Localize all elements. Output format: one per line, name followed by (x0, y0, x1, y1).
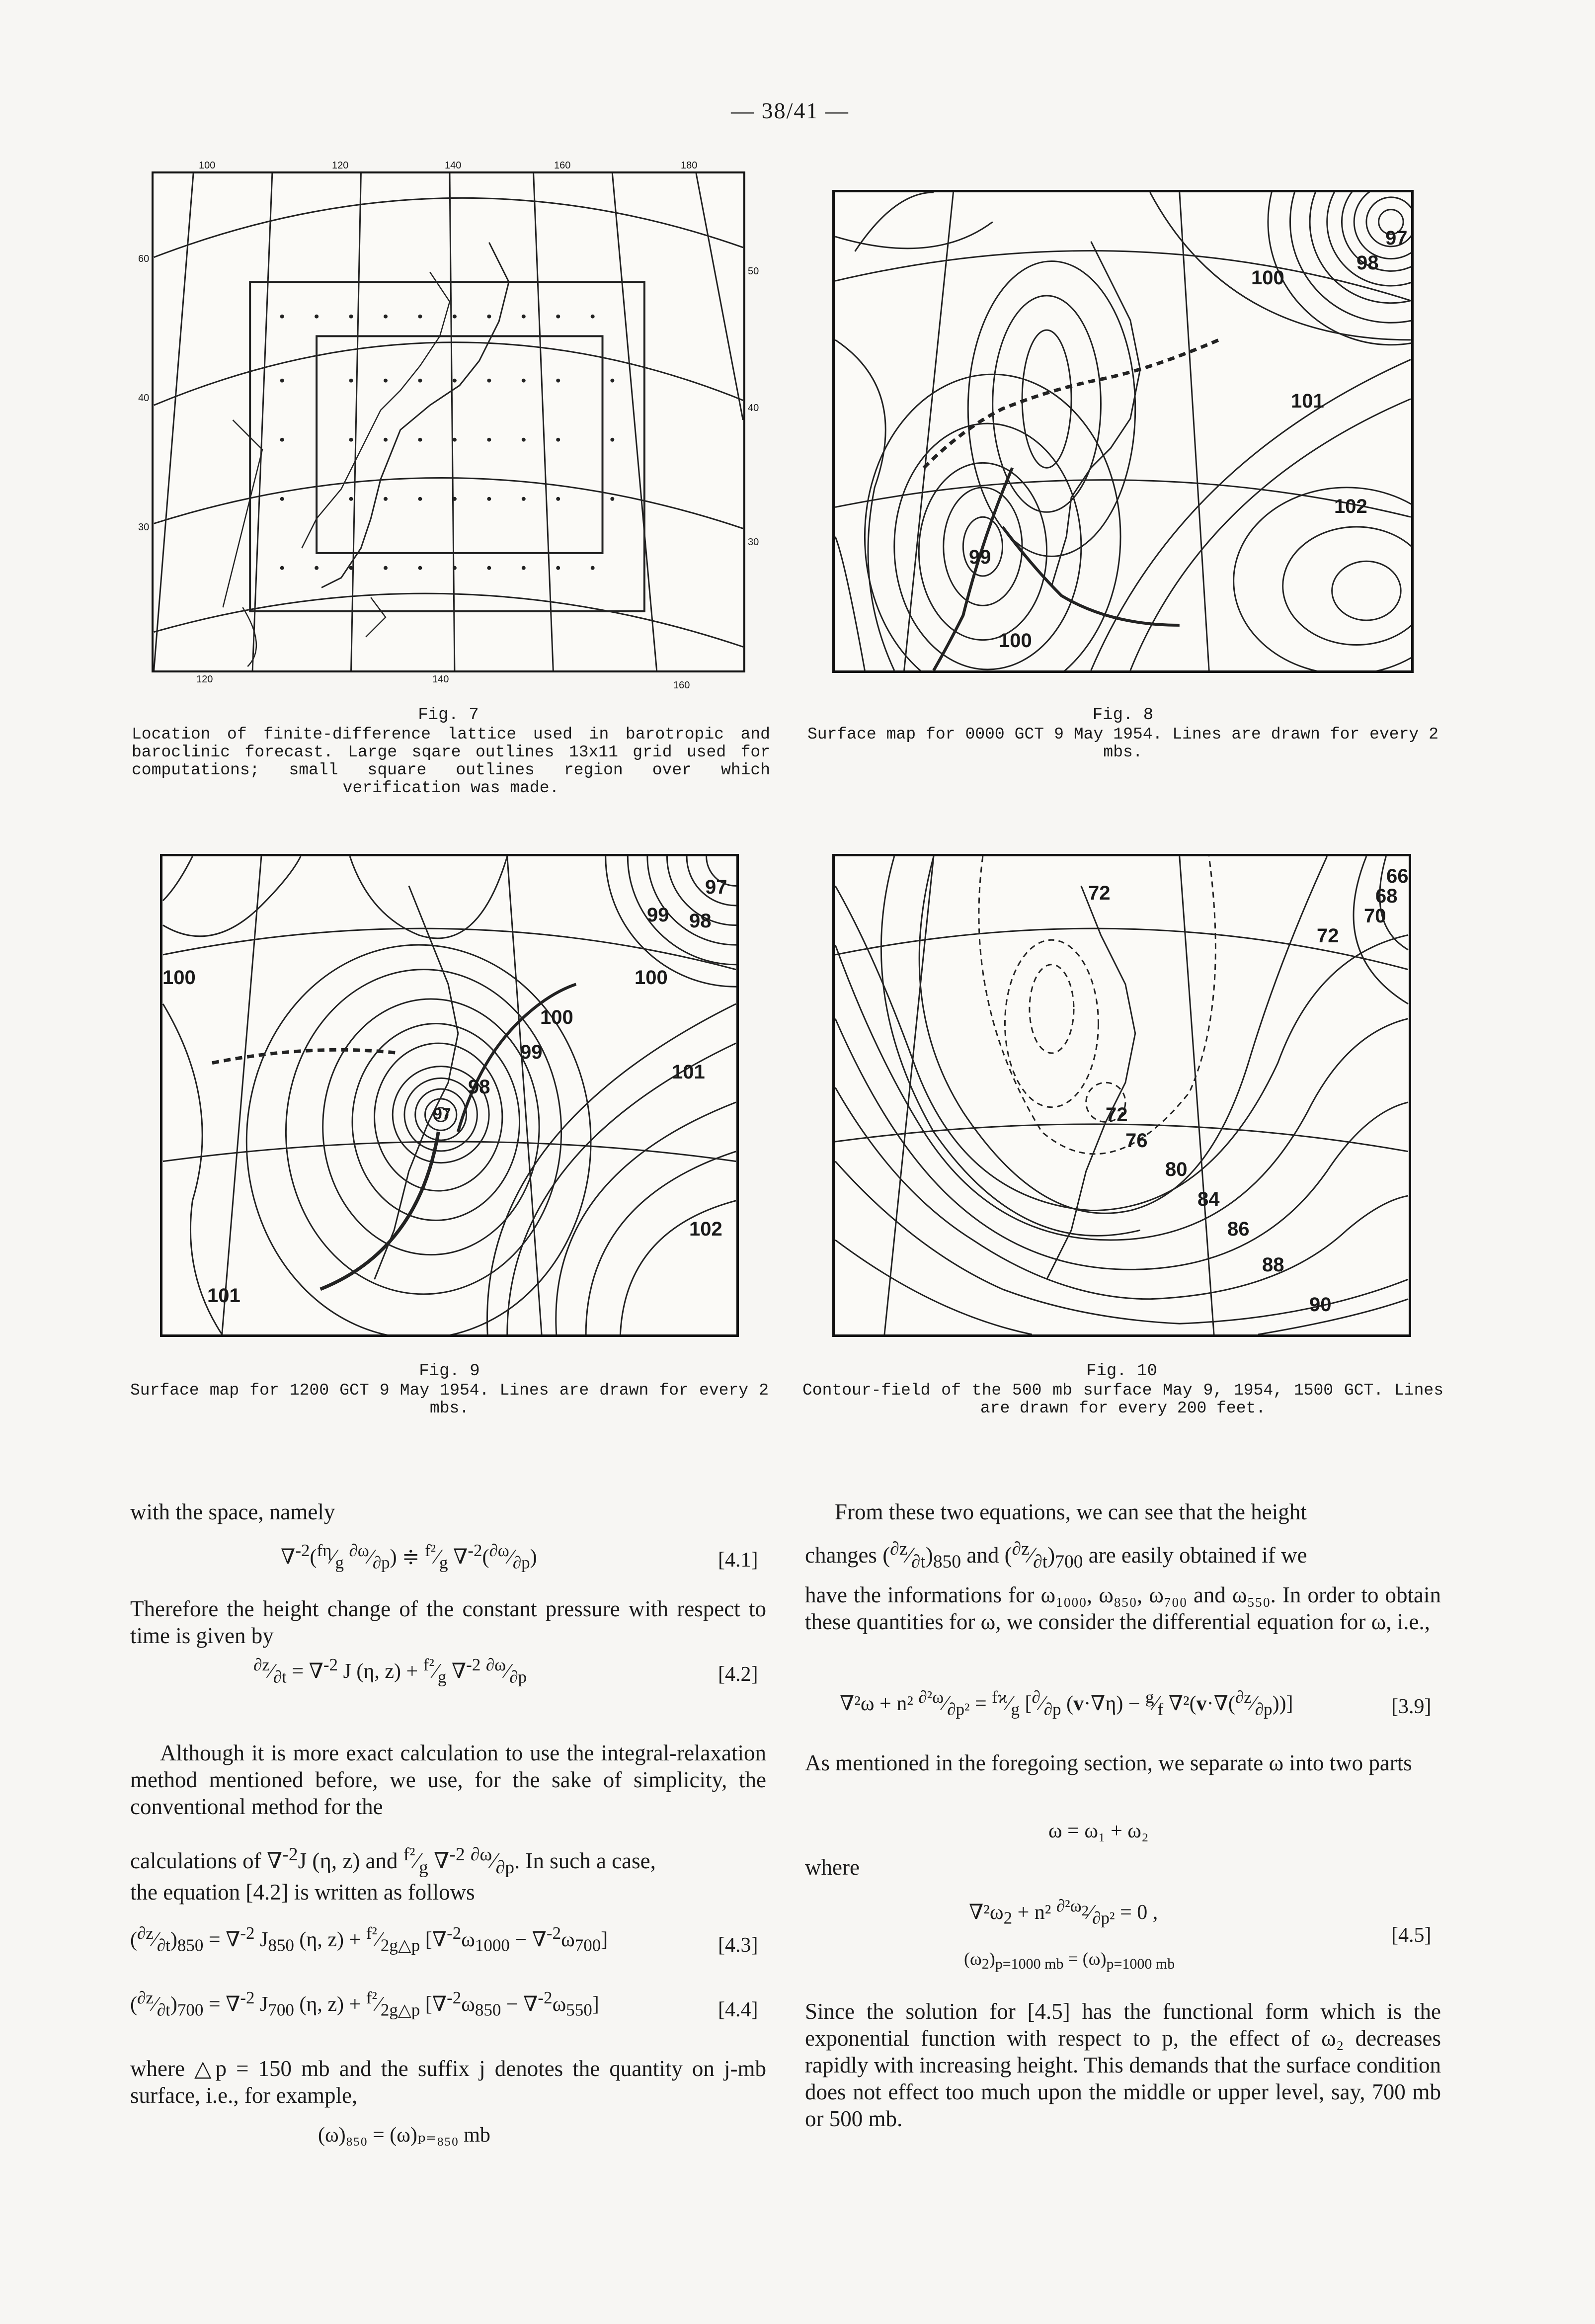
fig10-contour-label: 88 (1262, 1254, 1284, 1276)
fig9-isobar-label: 97 (705, 876, 727, 898)
lattice-map (154, 173, 743, 670)
right-para-4: Since the solution for [4.5] has the functional form which is the exponential function with respect to p, the effect of ω₂ decreases rapidly with increasing height. This demands that the surface condition does not effect too much upon the middle or upper level, say, 700 mb or 500 mb. (805, 1999, 1441, 2131)
fig9-isobar-label: 97 (433, 1105, 451, 1123)
text-span: changes (805, 1543, 877, 1568)
fig8-isobar-label: 99 (969, 546, 991, 568)
equation-number: [4.2] (718, 1663, 758, 1686)
equation-number: [4.5] (1391, 1924, 1432, 1947)
fig9-isobar-label: 100 (162, 967, 196, 989)
text-span: are easily obtained if we (1088, 1543, 1307, 1568)
left-para-1: with the space, namely (130, 1499, 335, 1524)
figure-9-map (160, 854, 739, 1337)
fig7-left-tick: 30 (138, 522, 150, 533)
surface-map-1200 (162, 856, 736, 1334)
text-span: and (966, 1543, 999, 1568)
fig9-isobar-label: 101 (672, 1061, 705, 1083)
equation-4-1: $\nabla^{-2}(^{f\eta}⁄_g$ $^{\partial\omega}⁄_{\partial p}$) ≑ $^{f^2}⁄_g$ $\nabla^{-2}(^{\partial\omega}⁄_{\partial p})$ (281, 1541, 537, 1573)
fig10-contour-label: 80 (1165, 1159, 1188, 1180)
fig7-top-tick: 120 (332, 160, 349, 171)
fig7-top-tick: 160 (554, 160, 571, 171)
fig10-contour-label: 76 (1125, 1130, 1148, 1152)
equation-3-9: ∇²ω + n² $^{\partial^2\omega}⁄_{\partial p^2}$ = $^{fϰ}⁄_g$ [$^\partial⁄_{\partial p}$ $(v\cdot\nabla\eta) - ^g⁄_f$ $\nabla^2(v\cdot\nabla(^{\partial z}⁄_{\partial p}))$] (840, 1687, 1293, 1719)
equation-4-4: $(^{\partial z}⁄_{\partial t})_{700} = \nabla^{-2}$ $J_{700}$ (η, $z) + ^{f^2}⁄_{2g\triangle p}$ $[\nabla^{-2}\omega_{850} - \nabla^{-2}\omega_{550}]$ (130, 1988, 599, 2020)
figure-7-map (152, 171, 745, 672)
fig9-isobar-label: 98 (468, 1076, 490, 1098)
fig7-top-tick: 100 (199, 160, 216, 171)
equation-4-5b: $(\omega_2)_{p=1000 mb} = (\omega)_{p=1000 mb}$ (964, 1949, 1175, 1973)
fig7-top-tick: 140 (445, 160, 462, 171)
fig8-caption: Surface map for 0000 GCT 9 May 1954. Lines are drawn for every 2 mbs. (807, 725, 1438, 761)
left-para-2: Therefore the height change of the constant pressure with respect to time is given by (130, 1596, 766, 1648)
equation-4-3: $(^{\partial z}⁄_{\partial t})_{850} = \nabla^{-2}$ $J_{850}$ (η, $z) + ^{f^2}⁄_{2g\triangle p}$ $[\nabla^{-2}\omega_{1000} - \nabla^{-2}\omega_{700}]$ (130, 1923, 608, 1955)
fig7-bottom-tick: 160 (673, 680, 690, 691)
fig7-right-tick: 50 (748, 266, 759, 277)
text-span: J (η, z) and (298, 1848, 398, 1873)
fig10-label: Fig. 10 (1086, 1362, 1157, 1381)
fig10-contour-label: 90 (1309, 1294, 1332, 1316)
equation-number: [3.9] (1391, 1695, 1432, 1718)
fig8-isobar-label: 97 (1385, 227, 1408, 249)
fig10-contour-label: 66 (1386, 865, 1409, 887)
equation-number: [4.3] (718, 1934, 758, 1957)
text-span: calculations of ∇ (130, 1848, 283, 1873)
fig7-right-tick: 30 (748, 537, 759, 548)
fig10-contour-label: 72 (1106, 1104, 1128, 1126)
figure-8-map (832, 190, 1414, 673)
right-para-1: From these two equations, we can see that the height (835, 1499, 1307, 1524)
equation-omega-850: (ω)₈₅₀ = (ω)ₚ₌₈₅₀ mb (318, 2124, 490, 2147)
fig7-bottom-tick: 140 (432, 674, 449, 685)
left-para-4: where △p = 150 mb and the suffix j denotes the quantity on j-mb surface, i.e., for example, (130, 2056, 766, 2108)
equation-4-2: $^{\partial z}⁄_{\partial t} = \nabla^{-2}$ J (η, $z) + ^{f^2}⁄_g$ ∇$^{-2}$ $^{\partial\omega}⁄_{\partial p}$ (253, 1655, 527, 1687)
fig7-label: Fig. 7 (418, 706, 479, 725)
equation-omega-split: ω = ω₁ + ω₂ (1048, 1820, 1149, 1842)
fig9-isobar-label: 101 (207, 1285, 240, 1307)
left-para-3: Although it is more exact calculation to use the integral-relaxation method mentioned before, we use, for the sake of simplicity, the conventional method for the (130, 1741, 766, 1819)
right-para-1-line: changes $(^{\partial z}⁄_{\partial t})_{850}$ and $(^{\partial z}⁄_{\partial t})_{700}$ are easily obtained if we (805, 1539, 1307, 1572)
fig7-caption: Location of finite-difference lattice used in barotropic and baroclinic forecast. Large sqare outlines 13x11 grid used for computations; small square outlines region over which verification was made. (132, 725, 770, 797)
fig8-isobar-label: 102 (1334, 496, 1367, 517)
equation-number: [4.1] (718, 1549, 758, 1572)
equation-number: [4.4] (718, 1998, 758, 2021)
fig9-isobar-label: 99 (520, 1041, 543, 1063)
right-para-3: where (805, 1855, 860, 1880)
figure-10-map (832, 854, 1411, 1337)
surface-map-0000 (835, 192, 1411, 670)
fig7-left-tick: 40 (138, 393, 150, 404)
fig8-isobar-label: 98 (1356, 252, 1379, 274)
text-span: . In such a case, (514, 1848, 656, 1873)
fig9-caption: Surface map for 1200 GCT 9 May 1954. Lines are drawn for every 2 mbs. (130, 1381, 769, 1417)
fig7-bottom-tick: 120 (196, 674, 213, 685)
equation-4-5a: $\nabla^2\omega_2 + n^2$ $^{\partial^2\omega_2}⁄_{\partial p^2} = 0$ , (969, 1896, 1158, 1928)
fig10-contour-label: 86 (1227, 1218, 1250, 1240)
right-para-1-end: have the informations for ω₁₀₀₀, ω₈₅₀, ω₇₀₀ and ω₅₅₀. In order to obtain these quantities for ω, we consider the differential equation for ω, i.e., (805, 1582, 1441, 1634)
fig7-top-tick: 180 (681, 160, 698, 171)
fig10-caption: Contour-field of the 500 mb surface May 9, 1954, 1500 GCT. Lines are drawn for every 200 feet. (802, 1381, 1443, 1417)
fig7-right-tick: 40 (748, 403, 759, 414)
page-number: — 38/41 — (731, 98, 849, 123)
fig7-left-tick: 60 (138, 253, 150, 264)
fig10-contour-label: 72 (1317, 925, 1339, 947)
fig8-label: Fig. 8 (1092, 706, 1154, 725)
fig10-contour-label: 68 (1375, 885, 1398, 907)
fig9-isobar-label: 102 (689, 1218, 722, 1240)
left-para-3-line: calculations of ∇$^{-2}$J (η, z) and $^{f^2}⁄_g$ ∇$^{-2}$ $^{\partial\omega}⁄_{\partial p}$. In such a case, (130, 1844, 656, 1878)
fig9-label: Fig. 9 (419, 1362, 480, 1381)
right-para-2: As mentioned in the foregoing section, we separate ω into two parts (805, 1750, 1412, 1775)
left-para-3-end: the equation [4.2] is written as follows (130, 1880, 475, 1905)
fig10-contour-label: 84 (1197, 1188, 1220, 1210)
fig9-isobar-label: 100 (540, 1006, 573, 1028)
fig10-contour-label: 72 (1088, 882, 1111, 904)
fig9-isobar-label: 99 (647, 904, 669, 926)
fig9-isobar-label: 98 (689, 910, 712, 932)
fig9-isobar-label: 100 (635, 967, 668, 989)
fig8-isobar-label: 101 (1291, 390, 1324, 412)
fig10-contour-label: 70 (1364, 905, 1386, 927)
fig8-isobar-label: 100 (1251, 267, 1284, 289)
fig8-isobar-label: 100 (999, 630, 1032, 652)
